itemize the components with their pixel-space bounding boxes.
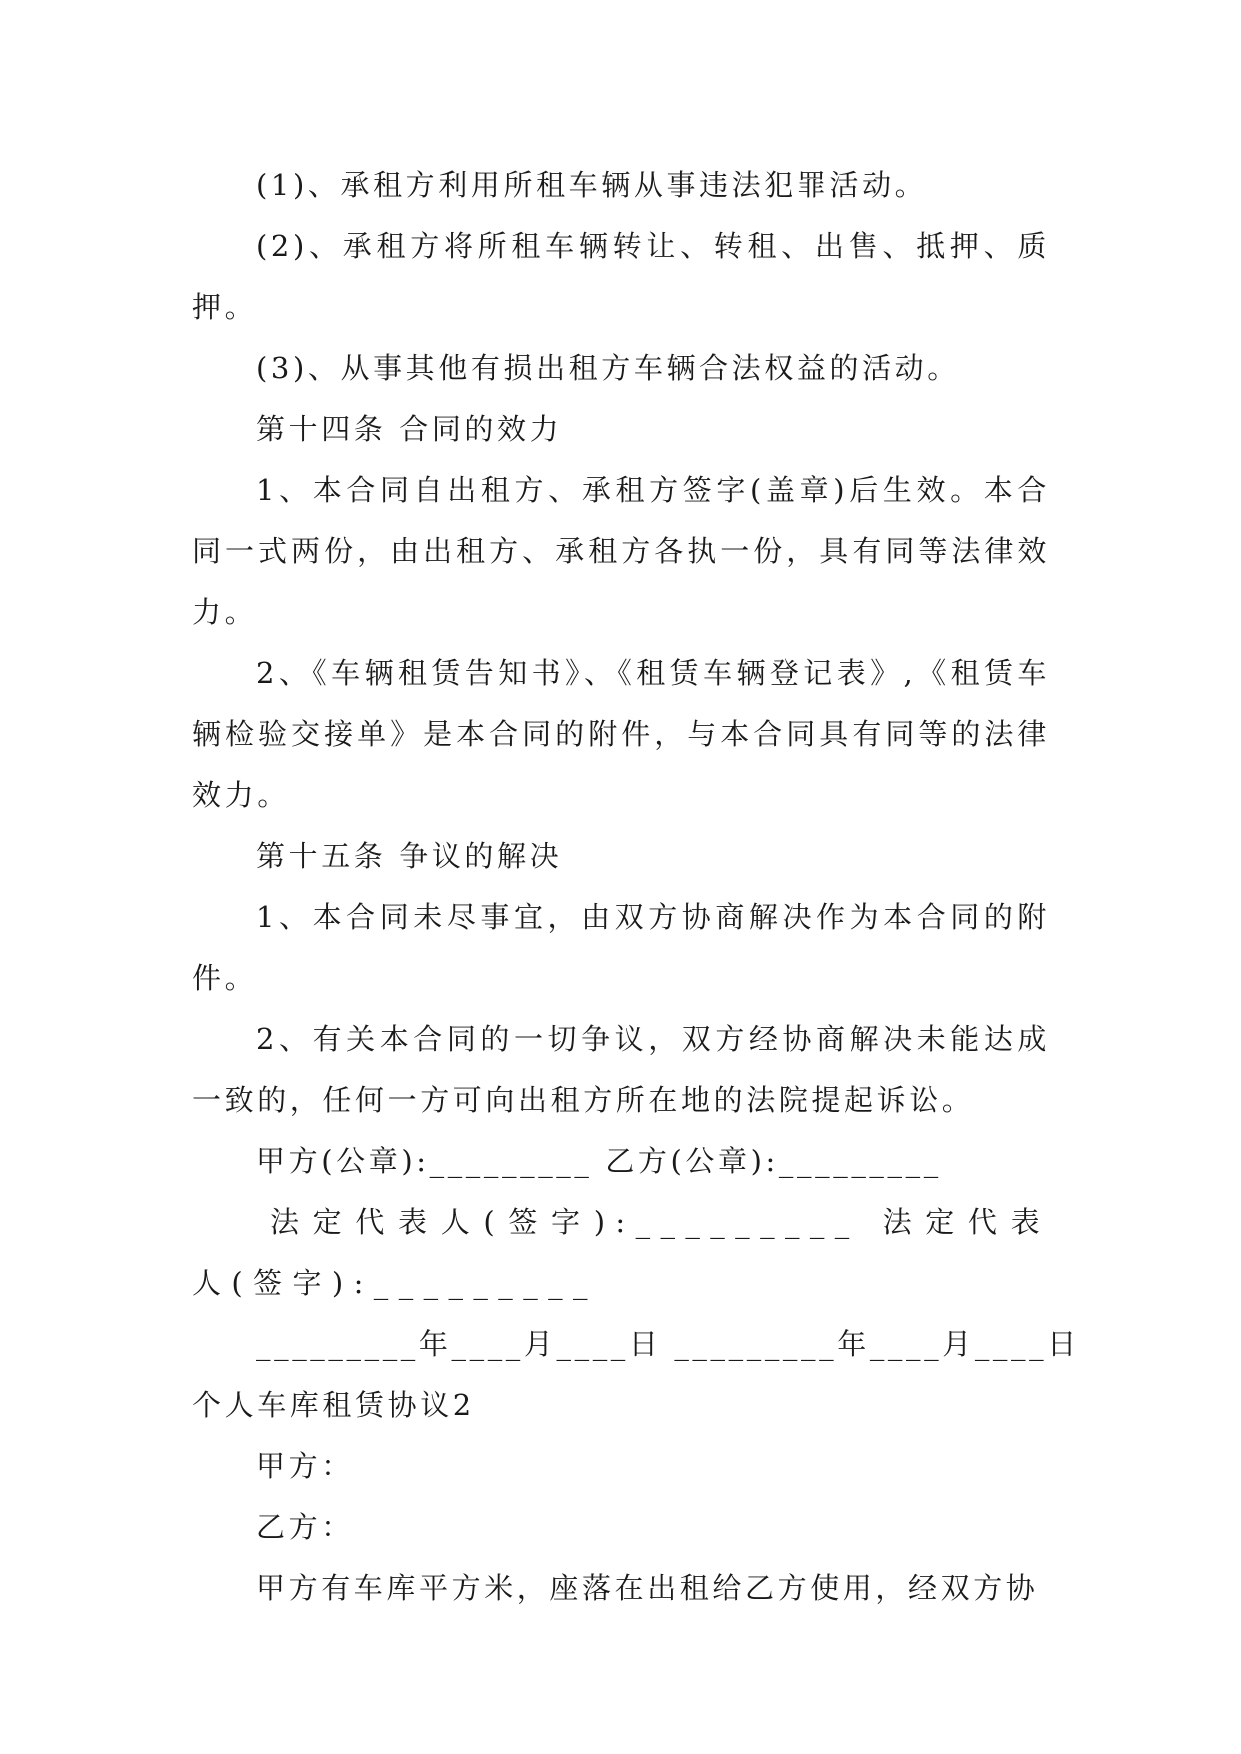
second-agreement-title: 个人车库租赁协议2 [192,1388,475,1422]
clause-item-1: (1)、承租方利用所租车辆从事违法犯罪活动。 [256,168,928,202]
article-15-item-1: 1、本合同未尽事宜，由双方协商解决作为本合同的附件。 [192,900,1050,995]
article-15-heading: 第十五条 争议的解决 [256,839,563,873]
party-b-label: 乙方： [256,1510,354,1544]
clause-item-2: (2)、承租方将所租车辆转让、转租、出售、抵押、质押。 [192,229,1050,324]
party-a-label: 甲方： [256,1449,354,1483]
article-14-heading: 第十四条 合同的效力 [256,412,563,446]
lease-description-paragraph: 甲方有车库平方米，座落在出租给乙方使用，经双方协 [256,1571,1039,1605]
seal-line: 甲方(公章):_________ 乙方(公章):_________ [256,1144,942,1178]
representative-signature-line: 法定代表人(签字):_________ 法定代表人(签字):_________ [192,1205,1050,1300]
clause-item-3: (3)、从事其他有损出租方车辆合法权益的活动。 [256,351,960,385]
article-14-item-1: 1、本合同自出租方、承租方签字(盖章)后生效。本合同一式两份，由出租方、承租方各执一份，具有同等法律效力。 [192,473,1050,629]
article-15-item-2: 2、有关本合同的一切争议，双方经协商解决未能达成一致的，任何一方可向出租方所在地的法院提起诉讼。 [192,1022,1050,1117]
document-body [192,155,1080,1619]
date-line: _________年____月____日 _________年____月____日 [256,1327,1080,1361]
article-14-item-2: 2、《车辆租赁告知书》、《租赁车辆登记表》,《租赁车辆检验交接单》是本合同的附件，与本合同具有同等的法律效力。 [192,656,1050,812]
